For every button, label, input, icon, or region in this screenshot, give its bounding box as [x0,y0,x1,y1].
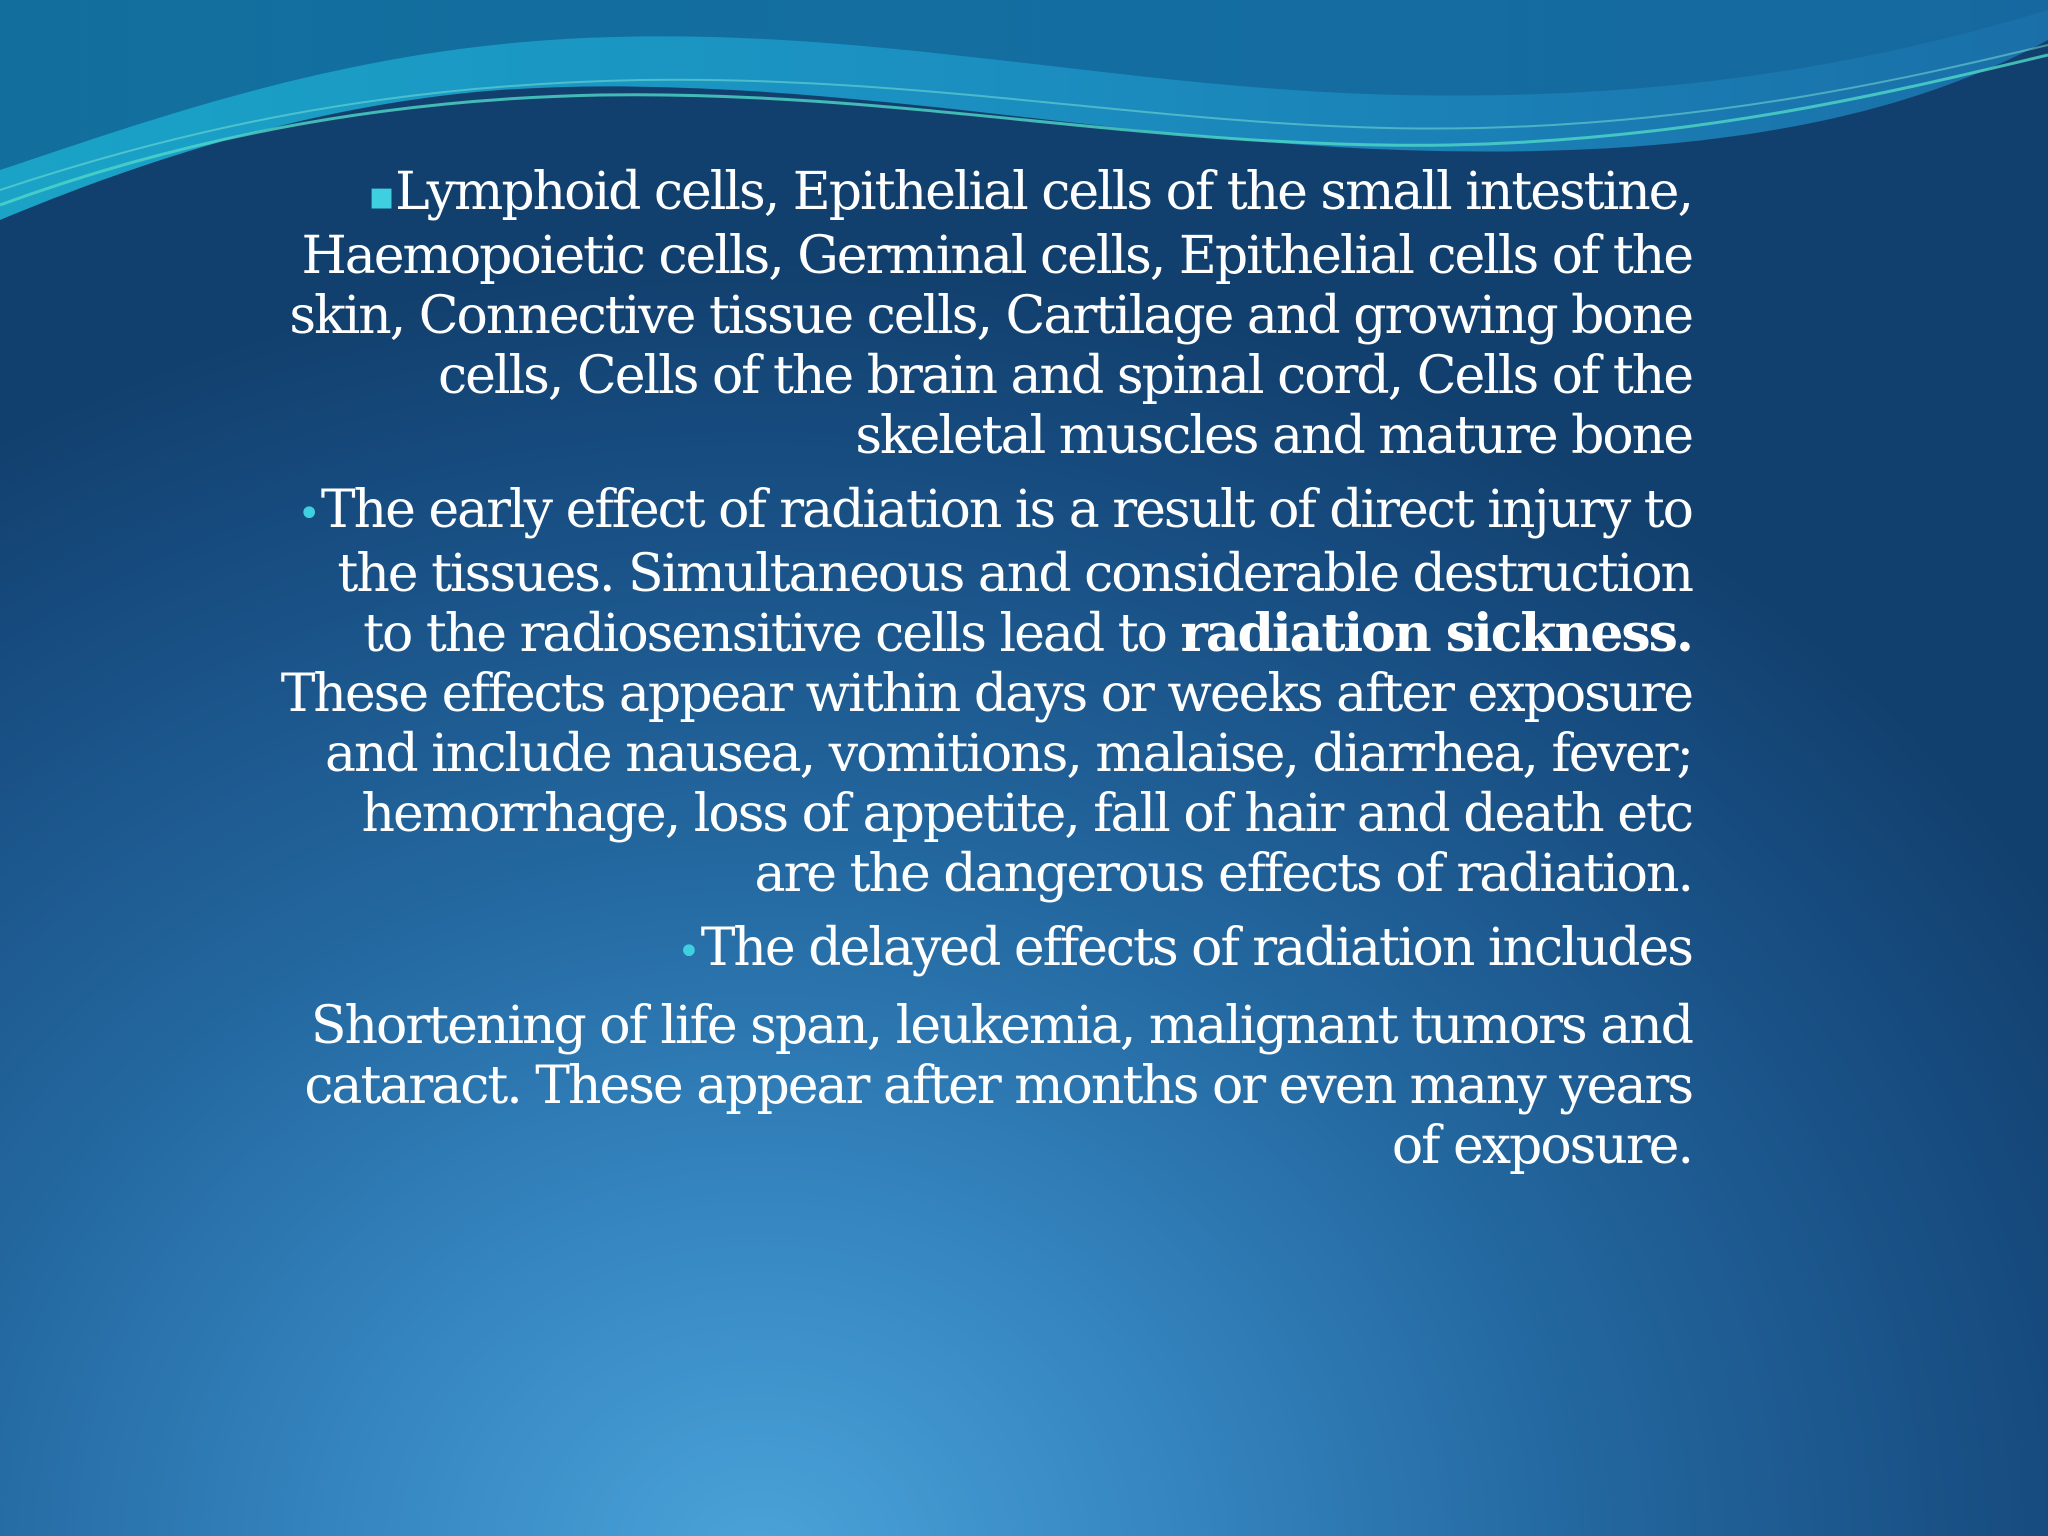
dot-bullet-icon: • [297,491,321,537]
square-bullet-icon: ▪ [367,173,396,219]
paragraph-early-effects [280,480,1692,904]
paragraph-text: Lymphoid cells, Epithelial cells of the small intestine, Haemopoietic cells, Germinal cells, Epithelial cells of the skin, Connective tissue cells, Cartilage and growing bone cells, Cells of the brain and spinal cord, Cells of the skeletal muscles and mature bone [289,162,1692,466]
paragraph-delayed-list [280,996,1692,1176]
paragraph-text: These effects appear within days or weeks after exposure and include nausea, vomitions, malaise, diarrhea, fever; hemorrhage, loss of appetite, fall of hair and death etc are the dangerous effects of radiation. [280,664,1692,904]
paragraph-radiosensitive-cells [280,162,1692,466]
slide-body [280,162,1692,1190]
paragraph-text: Shortening of life span, leukemia, malignant tumors and cataract. These appear after months or even many years of exposure. [304,996,1692,1176]
paragraph-text: The delayed effects of radiation includes [700,918,1692,978]
dot-bullet-icon: • [677,929,701,975]
bold-term: radiation sickness. [1180,603,1692,664]
paragraph-delayed-effects [280,918,1692,982]
paragraph-text: The early effect of radiation is a result of direct injury to the tissues. Simultaneous and considerable destruction to the radiosensitive cells lead to [320,480,1692,664]
